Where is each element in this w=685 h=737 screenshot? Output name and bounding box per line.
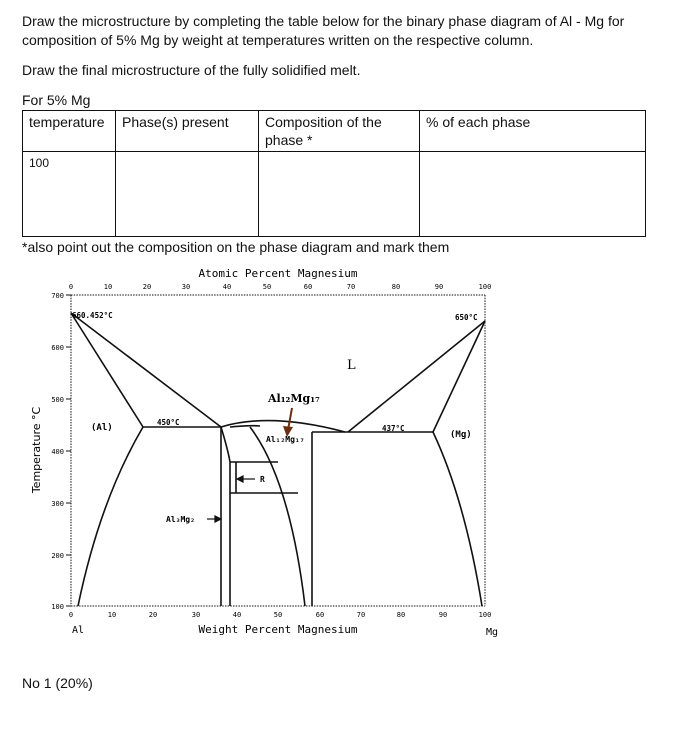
svg-text:80: 80: [391, 283, 401, 291]
phase-boundaries: [71, 313, 485, 606]
svg-text:20: 20: [142, 283, 152, 291]
instruction-line-2: composition of 5% Mg by weight at temperatures written on the respective column.: [22, 32, 534, 48]
svg-text:70: 70: [346, 283, 356, 291]
svg-text:30: 30: [181, 283, 191, 291]
svg-text:100: 100: [478, 283, 492, 291]
y-axis-label: Temperature °C: [30, 406, 43, 494]
svg-text:90: 90: [438, 611, 448, 619]
svg-text:700: 700: [51, 292, 64, 300]
composition-label: For 5% Mg: [22, 92, 91, 108]
beta-phase-label: Al₃Mg₂: [166, 515, 195, 524]
eutectic-437-label: 437°C: [382, 424, 405, 433]
weight-axis-ticks: [69, 611, 491, 619]
svg-text:400: 400: [51, 448, 64, 456]
mg-label: Mg: [485, 627, 499, 638]
header-phases: Phase(s) present: [116, 111, 259, 152]
header-percent: % of each phase: [420, 111, 646, 152]
svg-text:100: 100: [51, 603, 64, 611]
header-temperature: temperature: [23, 111, 116, 152]
liquid-label: L: [347, 358, 356, 373]
phase-labels: [72, 311, 478, 524]
header-composition: Composition of the phase *: [259, 111, 420, 152]
svg-text:10: 10: [107, 611, 117, 619]
svg-text:20: 20: [148, 611, 158, 619]
beta-arrow-icon: [207, 516, 221, 522]
svg-text:90: 90: [434, 283, 444, 291]
svg-text:40: 40: [222, 283, 232, 291]
svg-text:0: 0: [68, 283, 74, 291]
mg-melting-label: 650°C: [455, 313, 478, 322]
chart-title: Atomic Percent Magnesium: [198, 267, 358, 280]
axes-frame: [71, 295, 485, 606]
r-phase-label: R: [260, 475, 265, 484]
y-axis-ticks: [51, 292, 71, 611]
al-melting-label: 660.452°C: [72, 311, 113, 320]
al-label: Al: [71, 625, 85, 636]
x-axis-label: Weight Percent Magnesium: [198, 623, 358, 636]
svg-text:600: 600: [51, 344, 64, 352]
gamma-callout-label: Al₁₂Mg₁₇: [268, 392, 320, 405]
svg-text:70: 70: [356, 611, 366, 619]
instruction-line-3: Draw the final microstructure of the fully solidified melt.: [22, 62, 361, 78]
svg-text:100: 100: [478, 611, 492, 619]
mg-phase-label: (Mg): [450, 430, 472, 440]
svg-text:200: 200: [51, 552, 64, 560]
svg-text:60: 60: [303, 283, 313, 291]
svg-text:60: 60: [315, 611, 325, 619]
svg-text:50: 50: [273, 611, 283, 619]
cell-temperature: 100: [23, 152, 116, 237]
gamma-phase-label: Al₁₂Mg₁₇: [266, 435, 305, 444]
instruction-line-1: Draw the microstructure by completing the table below for the binary phase diagram of Al - Mg for: [22, 13, 625, 29]
svg-text:40: 40: [232, 611, 242, 619]
svg-text:30: 30: [191, 611, 201, 619]
svg-text:50: 50: [262, 283, 272, 291]
svg-text:300: 300: [51, 500, 64, 508]
eutectic-450-label: 450°C: [157, 418, 180, 427]
question-label: No 1 (20%): [22, 675, 93, 691]
footnote: *also point out the composition on the phase diagram and mark them: [22, 239, 450, 255]
svg-text:10: 10: [103, 283, 113, 291]
atomic-axis-ticks: [69, 283, 491, 291]
r-arrow-icon: [237, 476, 255, 482]
al-phase-label: (Al): [91, 423, 113, 433]
svg-text:0: 0: [68, 611, 74, 619]
svg-text:500: 500: [51, 396, 64, 404]
svg-text:80: 80: [396, 611, 406, 619]
